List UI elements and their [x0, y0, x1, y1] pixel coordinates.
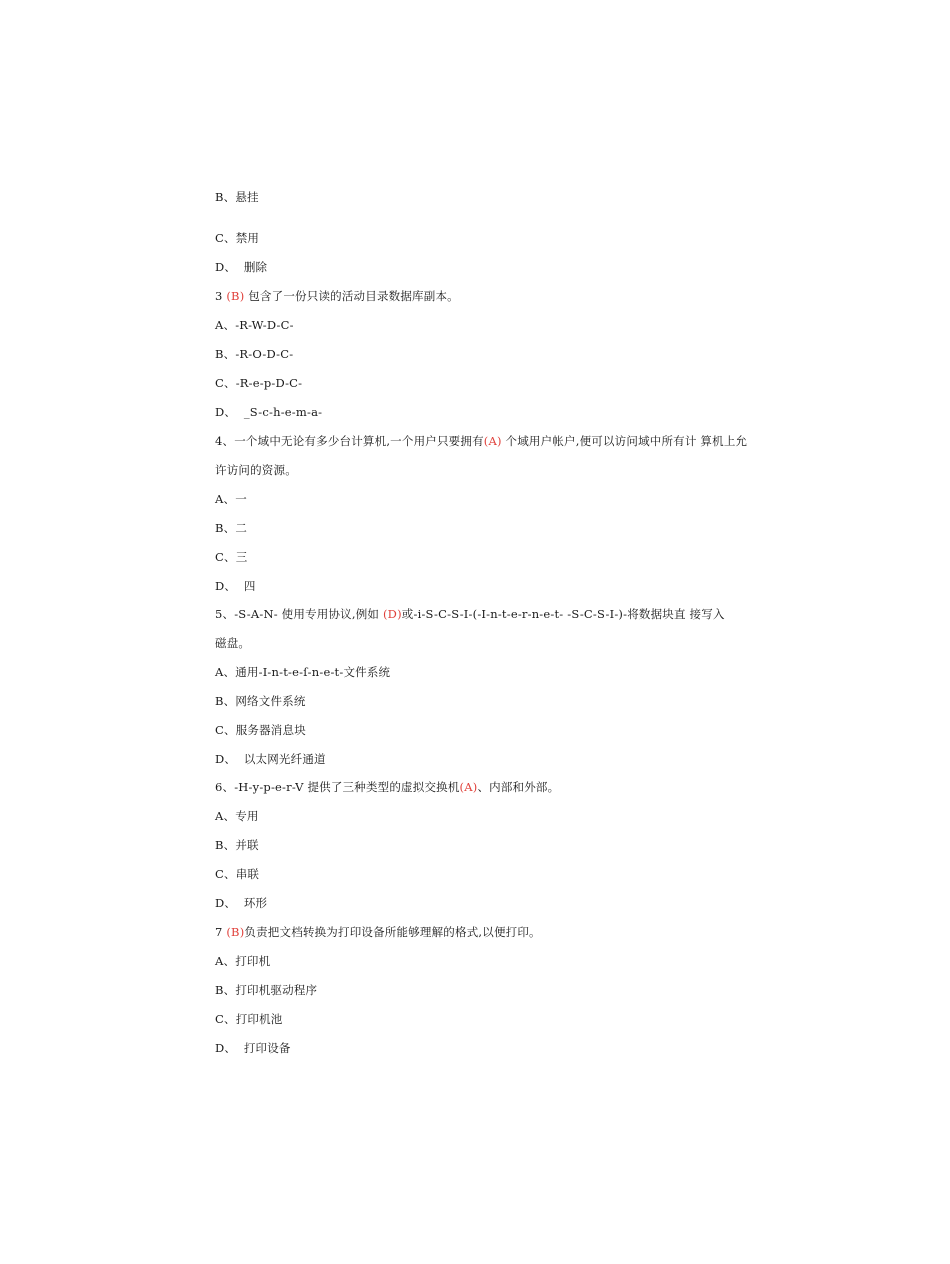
q3-option-d: D、 _S-c-h-e-m-a- — [215, 405, 323, 419]
q6-text-prefix: 6、-H-y-p-e-r-V 提供了三种类型的虚拟交换机 — [215, 780, 460, 794]
q4-option-c: C、三 — [215, 550, 248, 564]
q5-option-a: A、通用-I-n-t-e-ſ-n-e-t-文件系统 — [215, 665, 391, 679]
q5-option-d: D、 以太网光纤通道 — [215, 752, 326, 766]
q6-option-b: B、并联 — [215, 838, 259, 852]
q4-text-suffix: 个域用户帐户,便可以访问域中所有计 算机上允 — [501, 434, 748, 448]
q6-option-a: A、专用 — [215, 809, 259, 823]
q5-text-suffix: 或-i-S-C-S-I-(-I-n-t-e-r-n-e-t- -S-C-S-I-)-将数据块直 接写入 — [401, 607, 725, 621]
q7-option-b: B、打印机驱动程序 — [215, 983, 318, 997]
q7-option-d: D、 打印设备 — [215, 1041, 291, 1055]
q5-text-prefix: 5、-S-A-N- 使用专用协议,例如 — [215, 607, 383, 621]
q7-option-a: A、打印机 — [215, 954, 271, 968]
q4-option-d: D、 四 — [215, 579, 256, 593]
q4-option-a: A、一 — [215, 492, 247, 506]
q2-option-d: D、 删除 — [215, 260, 268, 274]
q5-option-c: C、服务器消息块 — [215, 723, 306, 737]
q7-stem — [215, 924, 541, 940]
q7-option-c: C、打印机池 — [215, 1012, 283, 1026]
q4-answer: (A) — [483, 434, 502, 448]
q4-stem-line2: 许访问的资源。 — [215, 463, 297, 477]
q3-stem — [215, 288, 459, 304]
q2-option-c: C、禁用 — [215, 231, 260, 245]
q3-number: 3 — [215, 289, 227, 303]
q6-stem — [215, 779, 559, 795]
q6-option-c: C、串联 — [215, 867, 260, 881]
q3-option-b: B、-R-O-D-C- — [215, 347, 294, 361]
q7-answer: (B) — [226, 925, 245, 939]
q3-text: 包含了一份只读的活动目录数据库副本。 — [244, 289, 459, 303]
q2-option-b: B、悬挂 — [215, 190, 259, 204]
q5-option-b: B、网络文件系统 — [215, 694, 306, 708]
q6-answer: (A) — [459, 780, 478, 794]
q4-stem — [215, 433, 747, 449]
q5-stem-line2: 磁盘。 — [215, 636, 251, 650]
q4-text-prefix: 4、一个域中无论有多少台计算机,一个用户只要拥有 — [215, 434, 484, 448]
q5-stem — [215, 606, 725, 622]
q4-option-b: B、二 — [215, 521, 248, 535]
q7-text: 负责把文档转换为打印设备所能够理解的格式,以便打印。 — [244, 925, 541, 939]
q6-option-d: D、 环形 — [215, 896, 268, 910]
q6-text-suffix: 、内部和外部。 — [477, 780, 560, 794]
q3-option-c: C、-R-e-p-D-C- — [215, 376, 303, 390]
q7-number: 7 — [215, 925, 227, 939]
q5-answer: (D) — [383, 607, 402, 621]
q3-option-a: A、-R-W-D-C- — [215, 318, 294, 332]
q3-answer: (B) — [226, 289, 245, 303]
